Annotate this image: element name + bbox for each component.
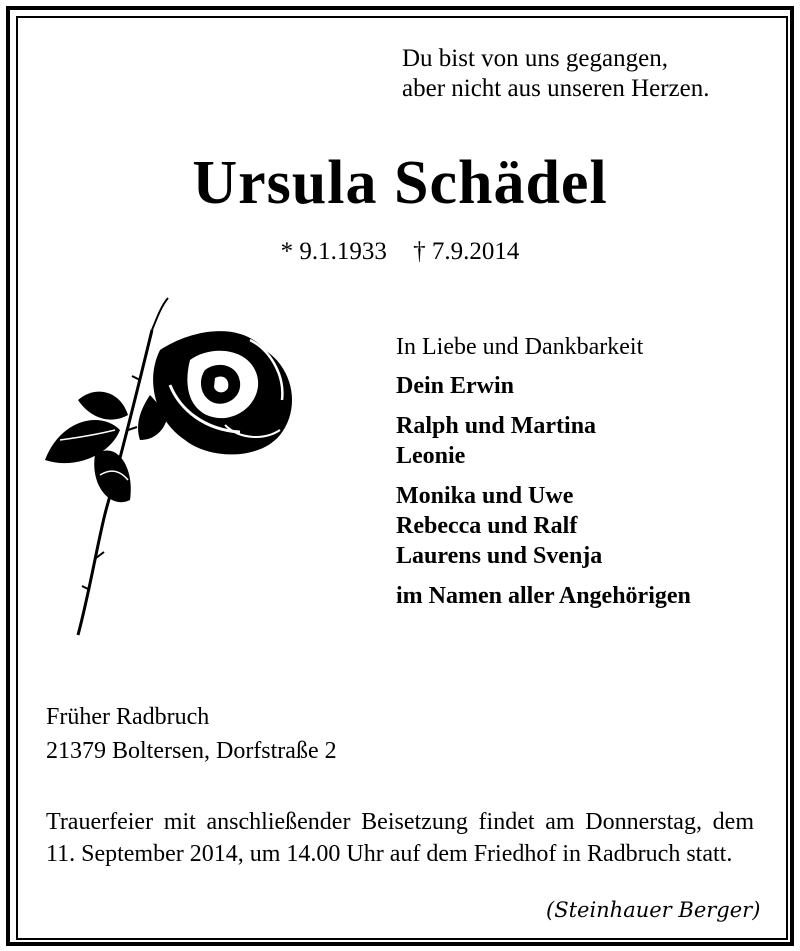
death-date: † 7.9.2014 [413,238,520,265]
mourner-group-2 [396,411,691,471]
mourner-line: im Namen aller Angehörigen [396,583,691,609]
mourner-line: Rebecca und Ralf [396,513,578,539]
motto [402,44,710,104]
mourner-group-1 [396,371,691,401]
mourners-intro: In Liebe und Dankbarkeit [396,334,644,360]
address-line-2: 21379 Boltersen, Dorfstraße 2 [46,738,337,764]
rose-illustration [40,290,310,640]
life-dates [0,238,800,266]
mourner-line: Laurens und Svenja [396,543,603,569]
mourner-group-3 [396,481,691,571]
mourner-line: Monika und Uwe [396,483,574,509]
address-line-1: Früher Radbruch [46,704,210,730]
motto-line-2: aber nicht aus unseren Herzen. [402,75,710,102]
mourners-list [396,334,691,621]
mourner-line: Leonie [396,443,466,469]
mourner-line: Ralph und Martina [396,413,597,439]
ceremony-notice: Trauerfeier mit anschließender Beisetzung findet am Donnerstag, dem 11. September 2014, um 14.00 Uhr auf dem Friedhof in Radbruch statt. [46,809,754,867]
stonemason-signature: (Steinhauer Berger) [546,898,761,922]
mourner-group-4 [396,581,691,611]
mourner-line: Dein Erwin [396,373,515,399]
address [46,700,337,768]
deceased-name: Ursula Schädel [192,149,608,217]
motto-line-1: Du bist von uns gegangen, [402,45,668,72]
birth-date: * 9.1.1933 [280,238,387,265]
